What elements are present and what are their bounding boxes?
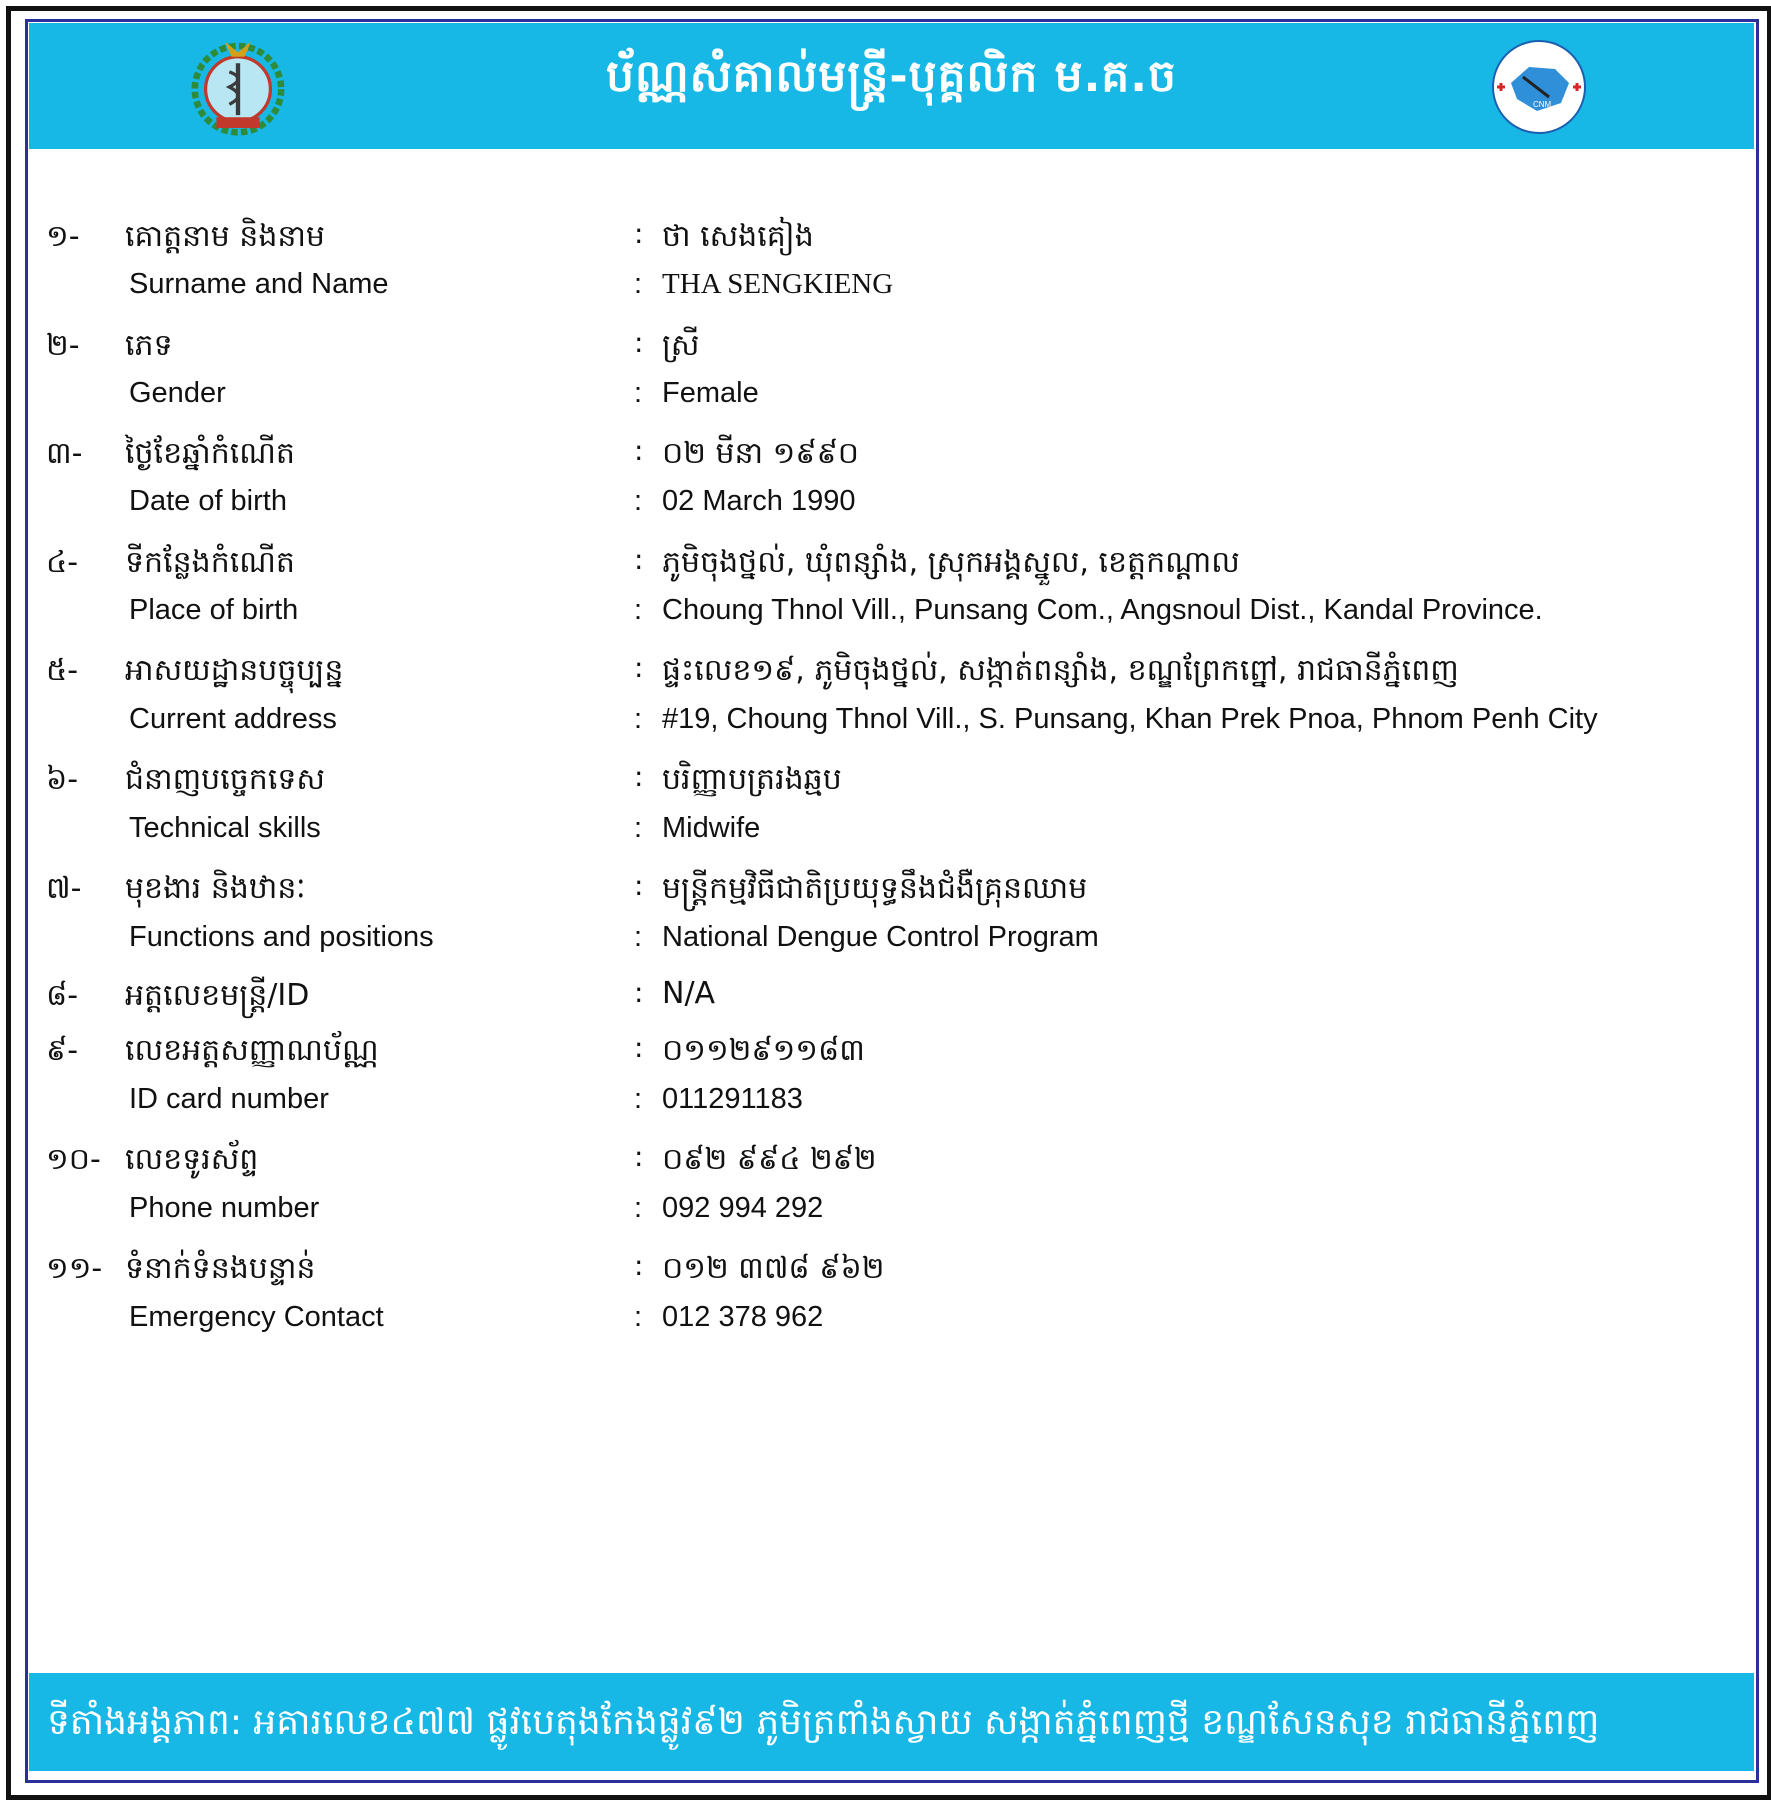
field-colon: : <box>634 976 644 1009</box>
field-label-km: ទំនាក់ទំនងបន្ទាន់ <box>125 1251 316 1286</box>
field-colon: : <box>634 1083 643 1115</box>
field-number: ២- <box>46 328 80 363</box>
field-number: ១១- <box>46 1251 103 1286</box>
field-label-km: គោត្តនាម និងនាម <box>125 219 325 254</box>
field-row-km <box>0 1249 1771 1299</box>
field-row-en <box>0 808 1771 858</box>
field-value-km: ០១១២៩១១៨៣ <box>662 1033 865 1068</box>
footer-band <box>29 1673 1754 1771</box>
header-band <box>29 23 1754 149</box>
field-row-en <box>0 590 1771 640</box>
field-row-en <box>0 917 1771 967</box>
field-label-km: អត្តលេខមន្ត្រី/ID <box>125 978 310 1013</box>
field-row-km <box>0 1140 1771 1190</box>
page-title: ប័ណ្ណសំគាល់មន្ត្រី-បុគ្គលិក ម.គ.ច <box>606 51 1177 102</box>
field-value-km: ០១២ ៣៧៨ ៩៦២ <box>662 1251 885 1286</box>
field-label-en: Place of birth <box>129 594 299 626</box>
field-value-en: Choung Thnol Vill., Punsang Com., Angsnoul Dist., Kandal Province. <box>662 594 1543 626</box>
field-row-km <box>0 326 1771 376</box>
field-row-en <box>0 1188 1771 1238</box>
field-label-km: ថ្ងៃខែឆ្នាំកំណើត <box>125 436 295 471</box>
field-colon: : <box>634 1031 644 1064</box>
field-colon: : <box>634 377 643 409</box>
field-colon: : <box>634 543 644 576</box>
field-row-en <box>0 1297 1771 1347</box>
field-value-en: National Dengue Control Program <box>662 921 1099 953</box>
field-colon: : <box>634 594 643 626</box>
field-row-km <box>0 651 1771 701</box>
field-label-en: Phone number <box>129 1192 320 1224</box>
field-number: ៣- <box>46 436 83 471</box>
field-value-en: #19, Choung Thnol Vill., S. Punsang, Khan Prek Pnoa, Phnom Penh City <box>662 703 1598 735</box>
field-row-km <box>0 434 1771 484</box>
field-label-en: Surname and Name <box>129 268 389 300</box>
field-value-km: បរិញ្ញាបត្ររងឆ្មប <box>662 762 842 797</box>
svg-text:CNM: CNM <box>1533 100 1552 109</box>
field-number: ៩- <box>46 1033 79 1068</box>
field-colon: : <box>634 485 643 517</box>
field-value-km: មន្ត្រីកម្មវិធីជាតិប្រយុទ្ធនឹងជំងឺគ្រុនឈាម <box>662 871 1088 906</box>
field-colon: : <box>634 1140 644 1173</box>
field-value-km: ផ្ទះលេខ១៩, ភូមិចុងថ្នល់, សង្កាត់ពន្សាំង, ខណ្ឌព្រែកព្នៅ, រាជធានីភ្នំពេញ <box>662 653 1459 688</box>
field-number: ៦- <box>46 762 79 797</box>
field-row-km <box>0 760 1771 810</box>
field-colon: : <box>634 1301 643 1333</box>
field-colon: : <box>634 1249 644 1282</box>
field-label-km: មុខងារ និងឋានៈ <box>125 871 306 906</box>
field-label-en: Current address <box>129 703 337 735</box>
field-label-en: Date of birth <box>129 485 287 517</box>
field-value-km: ថា សេងគៀង <box>662 219 814 254</box>
field-value-en: 012 378 962 <box>662 1301 824 1333</box>
field-colon: : <box>634 326 644 359</box>
field-row-en <box>0 373 1771 423</box>
field-number: ១០- <box>46 1142 101 1177</box>
field-value-km: ០៩២ ៩៩៤ ២៩២ <box>662 1142 877 1177</box>
field-value-km: ស្រី <box>662 328 700 363</box>
field-row-en <box>0 481 1771 531</box>
field-label-en: Technical skills <box>129 812 321 844</box>
field-colon: : <box>634 217 644 250</box>
field-row-km <box>0 217 1771 267</box>
field-label-km: ជំនាញបច្ចេកទេស <box>125 762 325 797</box>
footer-address: ទីតាំងអង្គភាព: អគារលេខ៤៧៧ ផ្លូវបេតុងកែងផ្លូវ៩២ ភូមិត្រពាំងស្វាយ សង្កាត់ភ្នំពេញថ្មី ខណ្ឌសែនសុខ រាជធានីភ្នំពេញ <box>47 1702 1600 1743</box>
field-colon: : <box>634 812 643 844</box>
field-row-en <box>0 699 1771 749</box>
field-colon: : <box>634 651 644 684</box>
field-colon: : <box>634 1192 643 1224</box>
field-value-en: THA SENGKIENG <box>662 268 894 300</box>
field-colon: : <box>634 434 644 467</box>
field-value-km: ភូមិចុងថ្នល់, ឃុំពន្សាំង, ស្រុកអង្គស្នួល, ខេត្តកណ្តាល <box>662 545 1240 580</box>
field-row-en <box>0 1079 1771 1129</box>
field-row-km <box>0 976 1771 1026</box>
field-row-km <box>0 869 1771 919</box>
field-label-en: Emergency Contact <box>129 1301 384 1333</box>
field-colon: : <box>634 869 644 902</box>
field-label-km: លេខទូរស័ព្ទ <box>125 1142 259 1177</box>
field-colon: : <box>634 703 643 735</box>
field-row-en <box>0 264 1771 314</box>
field-value-en: Female <box>662 377 759 409</box>
field-value-km: ០២ មីនា ១៩៩០ <box>662 436 860 471</box>
field-number: ៥- <box>46 653 79 688</box>
field-label-en: ID card number <box>129 1083 329 1115</box>
field-number: ៧- <box>46 871 82 906</box>
cnm-logo-icon <box>1484 37 1594 137</box>
field-label-km: អាសយដ្ឋានបច្ចុប្បន្ន <box>125 653 344 688</box>
field-colon: : <box>634 268 643 300</box>
field-value-en: Midwife <box>662 812 761 844</box>
field-number: ៤- <box>46 545 79 580</box>
field-number: ៨- <box>46 978 79 1013</box>
field-label-en: Functions and positions <box>129 921 434 953</box>
field-label-km: លេខអត្តសញ្ញាណប័ណ្ណ <box>125 1033 379 1068</box>
field-colon: : <box>634 760 644 793</box>
field-value-km: N/A <box>662 976 716 1011</box>
field-number: ១- <box>46 219 80 254</box>
field-value-en: 011291183 <box>662 1083 803 1115</box>
field-label-en: Gender <box>129 377 226 409</box>
field-value-en: 092 994 292 <box>662 1192 824 1224</box>
field-label-km: ភេទ <box>125 328 173 363</box>
field-row-km <box>0 543 1771 593</box>
field-label-km: ទីកន្លែងកំណើត <box>125 545 295 580</box>
field-row-km <box>0 1031 1771 1081</box>
field-colon: : <box>634 921 643 953</box>
field-value-en: 02 March 1990 <box>662 485 856 517</box>
